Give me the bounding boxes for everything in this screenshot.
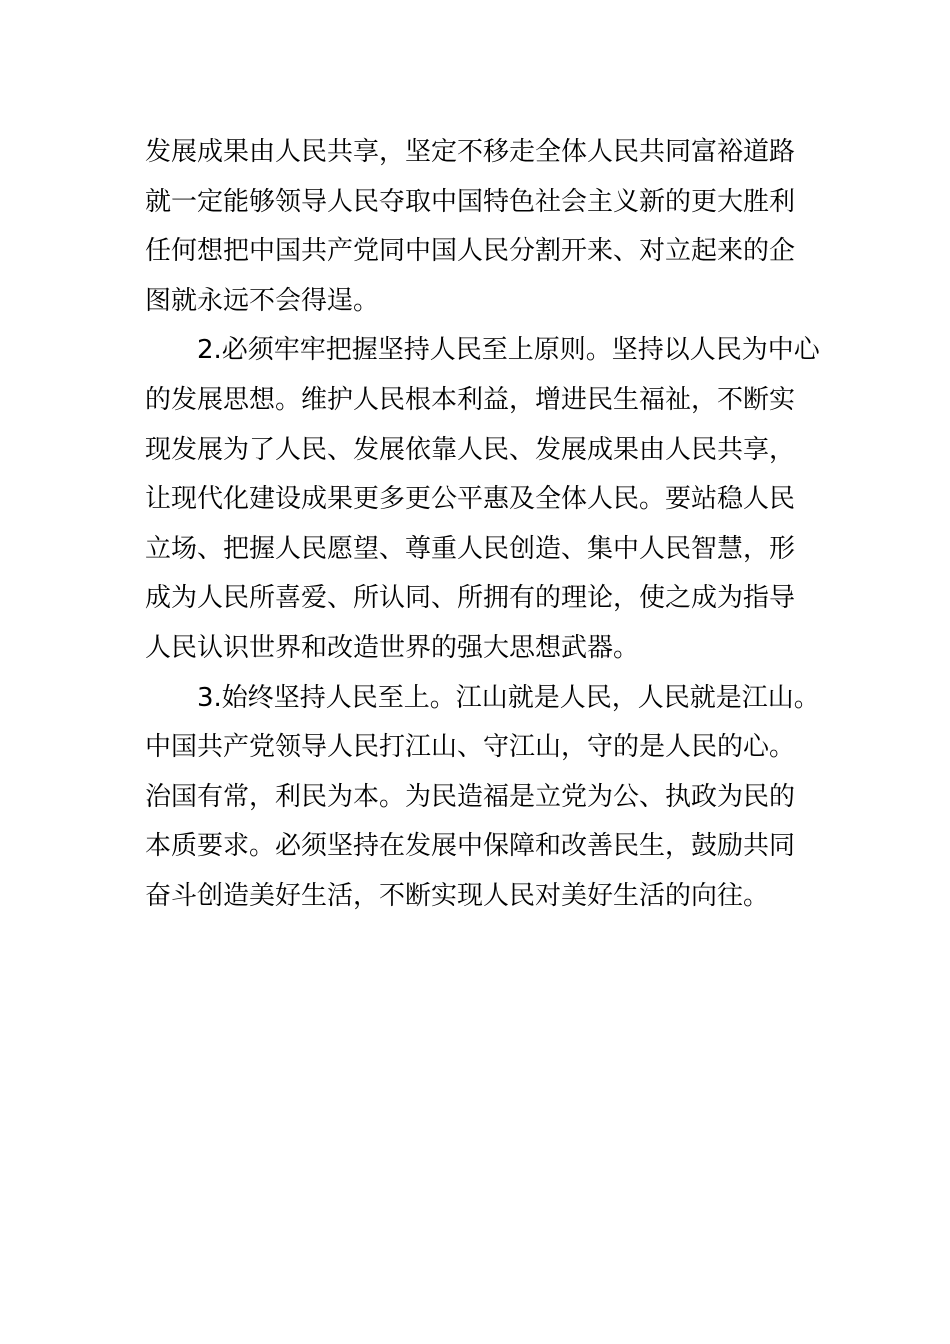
- text-line: 治国有常，利民为本。为民造福是立党为公、执政为民的: [145, 781, 796, 812]
- body-text: [145, 128, 820, 922]
- text-line: 现发展为了人民、发展依靠人民、发展成果由人民共享，: [145, 434, 796, 465]
- text-line: 发展成果由人民共享，坚定不移走全体人民共同富裕道路: [145, 137, 796, 167]
- text-line: 本质要求。必须坚持在发展中保障和改善民生，鼓励共同: [145, 831, 796, 862]
- text-line: 人民认识世界和改造世界的强大思想武器。: [145, 632, 640, 663]
- text-line: 让现代化建设成果更多更公平惠及全体人民。要站稳人民: [145, 484, 796, 515]
- paragraph-2: [145, 326, 820, 673]
- text-line: 2.必须牢牢把握坚持人民至上原则。坚持以人民为中心: [197, 335, 820, 366]
- paragraph-3: [145, 674, 820, 922]
- text-line: 图就永远不会得逞。: [145, 285, 380, 316]
- text-line: 就一定能够领导人民夺取中国特色社会主义新的更大胜利: [145, 186, 796, 217]
- text-line: 的发展思想。维护人民根本利益，增进民生福祉，不断实: [145, 384, 796, 415]
- text-line: 立场、把握人民愿望、尊重人民创造、集中人民智慧，形: [145, 533, 796, 564]
- text-line: 成为人民所喜爱、所认同、所拥有的理论，使之成为指导: [145, 583, 796, 614]
- text-line: 3.始终坚持人民至上。江山就是人民，人民就是江山。: [197, 682, 820, 713]
- text-line: 中国共产党领导人民打江山、守江山，守的是人民的心。: [145, 732, 796, 763]
- text-line: 奋斗创造美好生活，不断实现人民对美好生活的向往。: [145, 880, 770, 911]
- paragraph-1: [145, 128, 810, 326]
- text-line: 任何想把中国共产党同中国人民分割开来、对立起来的企: [145, 236, 796, 267]
